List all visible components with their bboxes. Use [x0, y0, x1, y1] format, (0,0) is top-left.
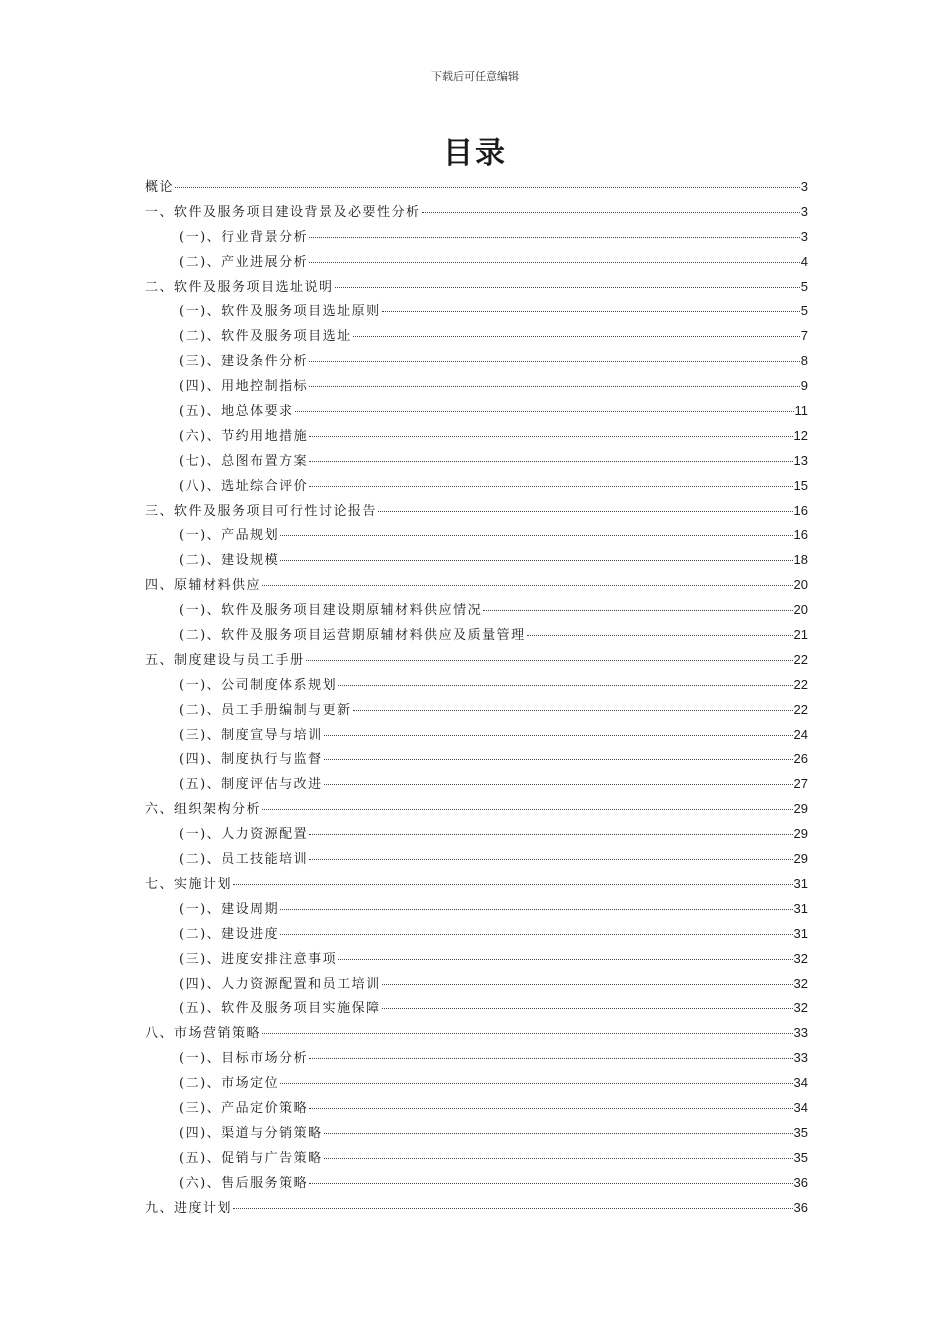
- toc-entry[interactable]: [145, 1072, 808, 1097]
- toc-entry[interactable]: [145, 848, 808, 873]
- dot-leader: [280, 934, 792, 935]
- dot-leader: [309, 859, 792, 860]
- toc-entry-label: (一)、行业背景分析: [179, 229, 309, 245]
- toc-entry-page-number: 34: [793, 1075, 808, 1091]
- toc-entry[interactable]: [145, 524, 808, 549]
- toc-entry[interactable]: [145, 624, 808, 649]
- dot-leader: [309, 486, 792, 487]
- toc-entry-label: (四)、渠道与分销策略: [179, 1125, 323, 1141]
- toc-entry-page-number: 32: [793, 1000, 808, 1016]
- toc-entry-page-number: 12: [793, 427, 808, 443]
- toc-entry-page-number: 20: [793, 602, 808, 618]
- toc-entry[interactable]: [145, 325, 808, 350]
- toc-entry-page-number: 35: [793, 1149, 808, 1165]
- toc-entry-label: 九、进度计划: [145, 1200, 233, 1216]
- toc-entry-label: 六、组织架构分析: [145, 802, 262, 818]
- toc-entry-page-number: 29: [793, 851, 808, 867]
- dot-leader: [527, 635, 793, 636]
- toc-entry[interactable]: [145, 973, 808, 998]
- dot-leader: [309, 461, 792, 462]
- toc-entry-page-number: 33: [793, 1050, 808, 1066]
- toc-entry-label: (四)、制度执行与监督: [179, 752, 323, 768]
- toc-entry-page-number: 15: [793, 477, 808, 493]
- dot-leader: [335, 287, 800, 288]
- toc-entry-page-number: 35: [793, 1124, 808, 1140]
- toc-entry-page-number: 36: [793, 1174, 808, 1190]
- toc-entry[interactable]: [145, 674, 808, 699]
- toc-entry-page-number: 5: [800, 303, 808, 319]
- toc-entry-page-number: 31: [793, 875, 808, 891]
- toc-entry-label: (三)、进度安排注意事项: [179, 951, 338, 967]
- toc-entry-page-number: 3: [800, 203, 808, 219]
- toc-entry[interactable]: [145, 823, 808, 848]
- toc-entry-page-number: 3: [800, 179, 808, 194]
- toc-entry-page-number: 5: [800, 278, 808, 294]
- toc-entry-page-number: 26: [793, 751, 808, 767]
- toc-entry-label: 概论: [145, 180, 175, 195]
- toc-entry-page-number: 24: [793, 726, 808, 742]
- dot-leader: [309, 386, 800, 387]
- toc-entry[interactable]: [145, 400, 808, 425]
- toc-entry-label: (二)、产业进展分析: [179, 254, 309, 270]
- toc-entry[interactable]: [145, 300, 808, 325]
- toc-entry-label: (一)、人力资源配置: [179, 827, 309, 843]
- toc-entry-page-number: 31: [793, 925, 808, 941]
- dot-leader: [324, 1133, 793, 1134]
- toc-entry[interactable]: [145, 350, 808, 375]
- toc-entry[interactable]: [145, 898, 808, 923]
- toc-entry[interactable]: [145, 375, 808, 400]
- toc-entry[interactable]: [145, 425, 808, 450]
- toc-entry-page-number: 27: [793, 776, 808, 792]
- toc-entry[interactable]: [145, 923, 808, 948]
- toc-entry-label: (一)、公司制度体系规划: [179, 677, 338, 693]
- toc-entry-label: 一、软件及服务项目建设背景及必要性分析: [145, 204, 421, 220]
- toc-entry-page-number: 21: [793, 627, 808, 643]
- toc-entry[interactable]: [145, 450, 808, 475]
- toc-entry[interactable]: [145, 1147, 808, 1172]
- dot-leader: [338, 685, 792, 686]
- dot-leader: [382, 311, 800, 312]
- toc-entry-label: 七、实施计划: [145, 876, 233, 892]
- dot-leader: [309, 237, 800, 238]
- dot-leader: [262, 1033, 793, 1034]
- toc-entry[interactable]: [145, 773, 808, 798]
- dot-leader: [280, 909, 792, 910]
- toc-entry-page-number: 16: [793, 527, 808, 543]
- dot-leader: [324, 1158, 793, 1159]
- toc-entry[interactable]: [145, 276, 808, 301]
- toc-entry[interactable]: [145, 748, 808, 773]
- toc-entry[interactable]: [145, 798, 808, 823]
- toc-entry[interactable]: [145, 176, 808, 201]
- dot-leader: [309, 834, 792, 835]
- toc-entry-label: (二)、建设进度: [179, 926, 280, 942]
- toc-entry-label: 八、市场营销策略: [145, 1026, 262, 1042]
- toc-entry-label: (七)、总图布置方案: [179, 453, 309, 469]
- toc-entry-label: (一)、软件及服务项目建设期原辅材料供应情况: [179, 603, 483, 619]
- dot-leader: [324, 735, 793, 736]
- toc-entry-page-number: 36: [793, 1199, 808, 1215]
- toc-entry[interactable]: [145, 475, 808, 500]
- toc-entry[interactable]: [145, 948, 808, 973]
- dot-leader: [175, 187, 800, 188]
- dot-leader: [233, 884, 793, 885]
- toc-entry-page-number: 18: [793, 552, 808, 568]
- toc-entry-label: (三)、建设条件分析: [179, 354, 309, 370]
- toc-entry-label: (八)、选址综合评价: [179, 478, 309, 494]
- toc-entry[interactable]: [145, 1197, 808, 1222]
- toc-entry-page-number: 31: [793, 900, 808, 916]
- toc-entry[interactable]: [145, 1172, 808, 1197]
- dot-leader: [280, 535, 792, 536]
- toc-entry[interactable]: [145, 251, 808, 276]
- toc-entry-label: (五)、促销与广告策略: [179, 1150, 323, 1166]
- toc-entry-label: (三)、制度宣导与培训: [179, 727, 323, 743]
- toc-entry-label: (五)、制度评估与改进: [179, 777, 323, 793]
- toc-entry-page-number: 7: [800, 328, 808, 344]
- toc-entry-label: (二)、软件及服务项目选址: [179, 329, 352, 345]
- dot-leader: [324, 784, 793, 785]
- dot-leader: [378, 511, 793, 512]
- toc-entry-label: 二、软件及服务项目选址说明: [145, 279, 334, 295]
- toc-entry-page-number: 32: [793, 950, 808, 966]
- toc-entry-page-number: 22: [793, 676, 808, 692]
- page-title: 目录: [443, 136, 507, 171]
- toc-entry-label: (六)、节约用地措施: [179, 428, 309, 444]
- dot-leader: [353, 336, 800, 337]
- toc-entry-label: 五、制度建设与员工手册: [145, 652, 305, 668]
- dot-leader: [309, 1108, 792, 1109]
- dot-leader: [324, 759, 793, 760]
- toc-entry[interactable]: [145, 574, 808, 599]
- toc-entry-label: (一)、目标市场分析: [179, 1051, 309, 1067]
- toc-entry[interactable]: [145, 1122, 808, 1147]
- toc-entry-page-number: 29: [793, 801, 808, 817]
- toc-entry-page-number: 13: [793, 452, 808, 468]
- toc-entry[interactable]: [145, 549, 808, 574]
- toc-entry[interactable]: [145, 873, 808, 898]
- toc-entry-page-number: 32: [793, 975, 808, 991]
- dot-leader: [422, 212, 800, 213]
- toc-entry-label: (三)、产品定价策略: [179, 1100, 309, 1116]
- toc-entry-page-number: 29: [793, 826, 808, 842]
- dot-leader: [262, 585, 793, 586]
- dot-leader: [382, 1008, 793, 1009]
- toc-entry-label: (四)、用地控制指标: [179, 379, 309, 395]
- table-of-contents: [145, 176, 808, 1221]
- dot-leader: [280, 1083, 792, 1084]
- toc-entry-label: (一)、建设周期: [179, 901, 280, 917]
- dot-leader: [280, 560, 792, 561]
- toc-entry[interactable]: [145, 1047, 808, 1072]
- toc-entry[interactable]: [145, 724, 808, 749]
- toc-entry-page-number: 4: [800, 253, 808, 269]
- toc-entry[interactable]: [145, 201, 808, 226]
- dot-leader: [233, 1208, 793, 1209]
- toc-entry-label: 三、软件及服务项目可行性讨论报告: [145, 503, 378, 519]
- toc-entry[interactable]: [145, 1097, 808, 1122]
- toc-entry-label: (二)、软件及服务项目运营期原辅材料供应及质量管理: [179, 628, 526, 644]
- toc-entry-label: (二)、员工技能培训: [179, 852, 309, 868]
- dot-leader: [382, 984, 793, 985]
- toc-entry-label: (二)、市场定位: [179, 1076, 280, 1092]
- toc-entry-label: (二)、建设规模: [179, 553, 280, 569]
- dot-leader: [309, 1058, 792, 1059]
- toc-entry-page-number: 11: [794, 403, 808, 419]
- dot-leader: [338, 959, 792, 960]
- dot-leader: [262, 809, 793, 810]
- toc-entry-page-number: 22: [793, 651, 808, 667]
- dot-leader: [306, 660, 793, 661]
- toc-entry[interactable]: [145, 226, 808, 251]
- toc-entry-label: (四)、人力资源配置和员工培训: [179, 976, 381, 992]
- toc-entry-page-number: 20: [793, 577, 808, 593]
- toc-entry[interactable]: [145, 997, 808, 1022]
- dot-leader: [483, 610, 792, 611]
- toc-entry-page-number: 3: [800, 228, 808, 244]
- toc-entry[interactable]: [145, 500, 808, 525]
- toc-entry-page-number: 9: [800, 378, 808, 394]
- page-header: 下载后可任意编辑: [431, 70, 519, 83]
- toc-entry-label: (六)、售后服务策略: [179, 1175, 309, 1191]
- toc-entry[interactable]: [145, 699, 808, 724]
- toc-entry-page-number: 33: [793, 1025, 808, 1041]
- toc-entry-page-number: 16: [793, 502, 808, 518]
- toc-entry-label: (五)、地总体要求: [179, 404, 294, 420]
- toc-entry[interactable]: [145, 599, 808, 624]
- toc-entry-page-number: 34: [793, 1099, 808, 1115]
- toc-entry-label: (一)、产品规划: [179, 528, 280, 544]
- toc-entry-label: (二)、员工手册编制与更新: [179, 702, 352, 718]
- toc-entry[interactable]: [145, 1022, 808, 1047]
- toc-entry[interactable]: [145, 649, 808, 674]
- toc-entry-label: 四、原辅材料供应: [145, 578, 262, 594]
- toc-entry-label: (五)、软件及服务项目实施保障: [179, 1001, 381, 1017]
- dot-leader: [309, 262, 800, 263]
- toc-entry-page-number: 8: [800, 353, 808, 369]
- dot-leader: [353, 710, 793, 711]
- dot-leader: [309, 436, 792, 437]
- dot-leader: [309, 1183, 792, 1184]
- dot-leader: [295, 411, 794, 412]
- toc-entry-label: (一)、软件及服务项目选址原则: [179, 304, 381, 320]
- toc-entry-page-number: 22: [793, 701, 808, 717]
- dot-leader: [309, 361, 800, 362]
